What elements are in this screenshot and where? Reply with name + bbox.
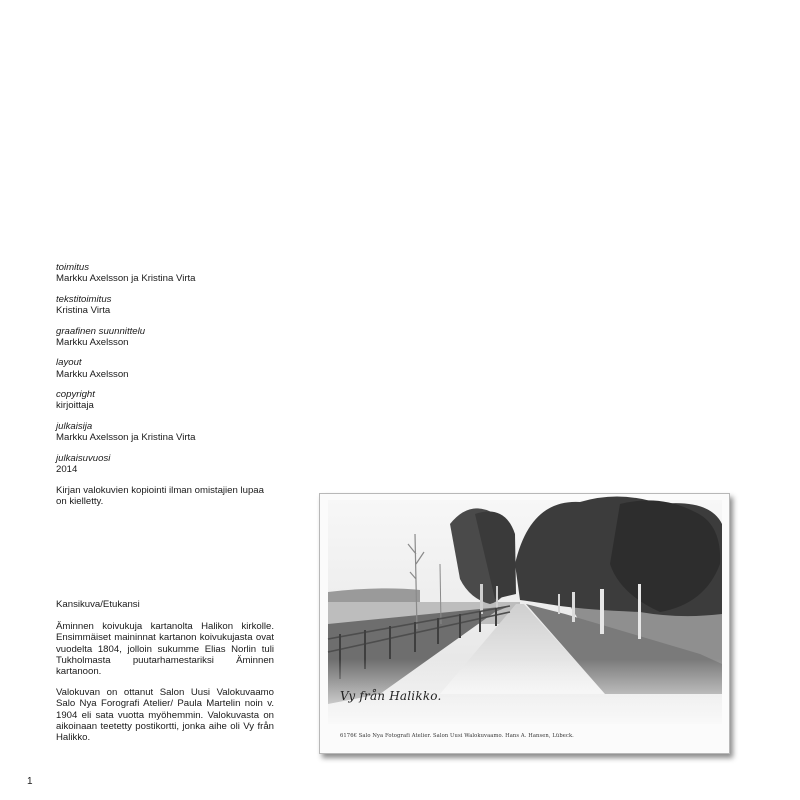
credit-text-editor xyxy=(56,294,266,316)
credit-label: copyright xyxy=(56,389,95,401)
copy-notice: Kirjan valokuvien kopiointi ilman omistajien lupaa on kielletty. xyxy=(56,484,264,507)
credit-editor xyxy=(56,262,266,284)
credit-publisher xyxy=(56,421,266,443)
credit-label: layout xyxy=(56,357,82,369)
caption-paragraph: Valokuvan on ottanut Salon Uusi Valokuvaamo Salo Nya Forografi Atelier/ Paula Martelin noin v. 1904 eli sata vuotta myöhemmin. Valokuvasta on aikoinaan teetetty postikortti, jonka aihe oli Vy från Halikko. xyxy=(56,687,274,744)
credit-value: kirjoittaja xyxy=(56,400,94,412)
postcard-title: Vy från Halikko. xyxy=(340,689,442,703)
credit-value: Kristina Virta xyxy=(56,305,111,316)
credit-label: graafinen suunnittelu xyxy=(56,325,146,337)
cover-caption xyxy=(56,599,274,753)
postcard-photo xyxy=(319,493,730,754)
caption-paragraph: Äminnen koivukuja kartanolta Halikon kirkolle. Ensimmäiset maininnat kartanon koivukujasta ovat vuodelta 1804, jolloin sukumme Elias Norlin tuli Tukholmasta puutarhamestariksi Äminnen kartanoon. xyxy=(56,621,274,678)
credit-value: 2014 xyxy=(56,463,78,475)
credit-layout xyxy=(56,357,266,379)
credit-value: Markku Axelsson ja Kristina Virta xyxy=(56,432,196,444)
credit-label: toimitus xyxy=(56,262,90,273)
credit-label: julkaisuvuosi xyxy=(56,452,111,464)
postcard-imprint: 6176€ Salo Nya Fotografi Atelier. Salon Uusi Walokuvaamo. Hans A. Hansen, Lübeck. xyxy=(340,733,574,739)
credit-value: Markku Axelsson ja Kristina Virta xyxy=(56,273,196,285)
caption-heading: Kansikuva/Etukansi xyxy=(56,599,140,610)
credit-value: Markku Axelsson xyxy=(56,368,129,380)
page-number: 1 xyxy=(27,776,33,787)
colophon xyxy=(56,262,266,507)
credit-copyright xyxy=(56,389,266,411)
credit-label: julkaisija xyxy=(56,420,93,432)
credit-value: Markku Axelsson xyxy=(56,336,129,348)
credit-year xyxy=(56,453,266,475)
credit-graphic-design xyxy=(56,326,266,348)
postcard-illustration xyxy=(320,494,729,753)
credit-label: tekstitoimitus xyxy=(56,293,112,305)
